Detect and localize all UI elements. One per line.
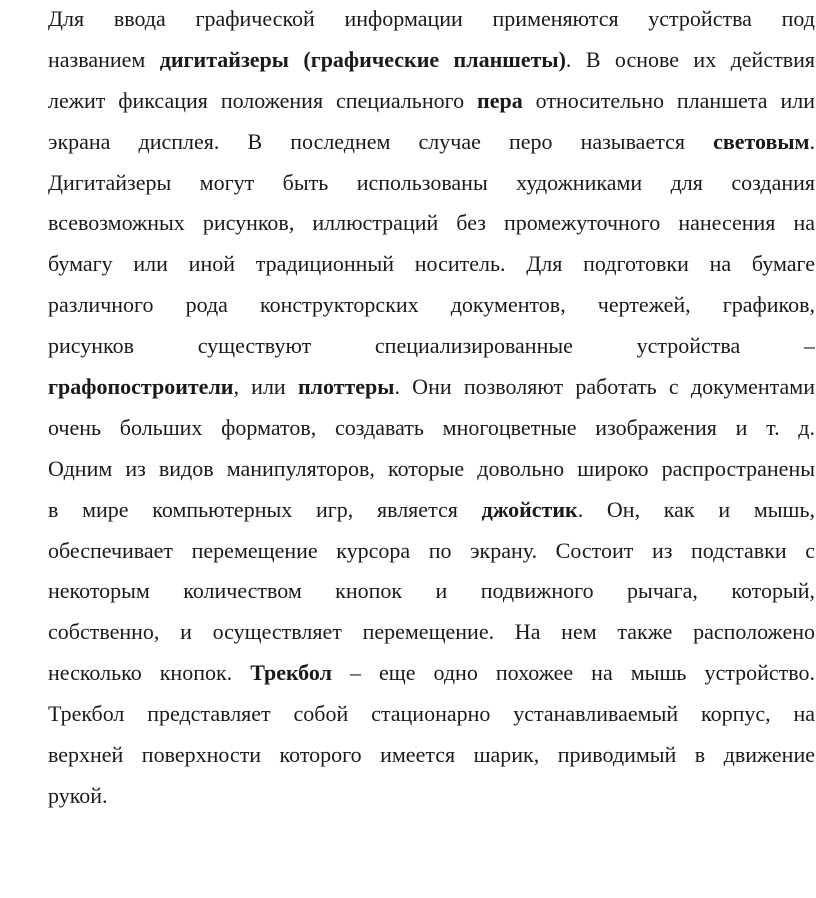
bold-term: световым — [713, 128, 810, 154]
text-run: некоторым количеством кнопок и подвижного рычага, который, — [48, 578, 815, 604]
text-line — [48, 531, 815, 572]
text-run: относительно планшета или — [522, 87, 815, 113]
text-line — [48, 408, 815, 449]
text-run: бумагу или иной традиционный носитель. Для подготовки на бумаге — [48, 251, 815, 277]
text-line — [48, 326, 815, 367]
text-line — [48, 571, 815, 612]
text-line — [48, 449, 815, 490]
text-run: Трекбол представляет собой стационарно устанавливаемый корпус, на — [48, 701, 815, 727]
bold-term: Трекбол — [250, 660, 332, 686]
text-line — [48, 285, 815, 326]
text-run: – еще одно похожее на мышь устройство. — [331, 660, 815, 686]
text-line — [48, 40, 815, 81]
text-line — [48, 244, 815, 285]
text-run: собственно, и осуществляет перемещение. На нем также расположено — [48, 619, 815, 645]
text-run: экрана дисплея. В последнем случае перо называется — [48, 128, 714, 154]
text-run: несколько кнопок. — [48, 660, 251, 686]
text-run: . — [809, 128, 815, 154]
text-run: Дигитайзеры могут быть использованы художниками для создания — [48, 169, 815, 195]
text-line — [48, 735, 815, 776]
text-run: . Они позволяют работать с документами — [394, 374, 815, 400]
bold-term: плоттеры — [297, 374, 395, 400]
text-run: рисунков существуют специализированные устройства – — [48, 333, 815, 359]
body-paragraph — [48, 0, 815, 817]
text-run: очень больших форматов, создавать многоцветные изображения и т. д. — [48, 414, 815, 440]
text-line — [48, 81, 815, 122]
text-line — [48, 612, 815, 653]
text-line — [48, 367, 815, 408]
text-line — [48, 0, 815, 40]
bold-term: пера — [477, 87, 523, 113]
bold-term: графопостроители — [48, 374, 234, 400]
text-run: Для ввода графической информации применяются устройства под — [48, 6, 815, 31]
bold-term: джойстик — [481, 496, 578, 522]
text-run: . В основе их действия — [565, 46, 815, 72]
text-run: , или — [233, 374, 298, 400]
bold-term: дигитайзеры (графические планшеты) — [159, 46, 566, 72]
text-run: обеспечивает перемещение курсора по экрану. Состоит из подставки с — [48, 537, 815, 563]
text-line — [48, 694, 815, 735]
text-line — [48, 203, 815, 244]
text-run: . Он, как и мышь, — [577, 496, 815, 522]
text-run: Одним из видов манипуляторов, которые довольно широко распространены — [48, 455, 815, 481]
text-line — [48, 490, 815, 531]
text-line — [48, 122, 815, 163]
text-run: всевозможных рисунков, иллюстраций без промежуточного нанесения на — [48, 210, 815, 236]
text-run: в мире компьютерных игр, является — [48, 496, 482, 522]
text-run: различного рода конструкторских документов, чертежей, графиков, — [48, 292, 815, 318]
text-run: названием — [48, 46, 160, 72]
text-run: лежит фиксация положения специального — [48, 87, 478, 113]
text-run: верхней поверхности которого имеется шарик, приводимый в движение — [48, 742, 815, 768]
text-run: рукой. — [48, 782, 108, 808]
text-line — [48, 653, 815, 694]
text-line — [48, 776, 815, 817]
text-line — [48, 163, 815, 204]
